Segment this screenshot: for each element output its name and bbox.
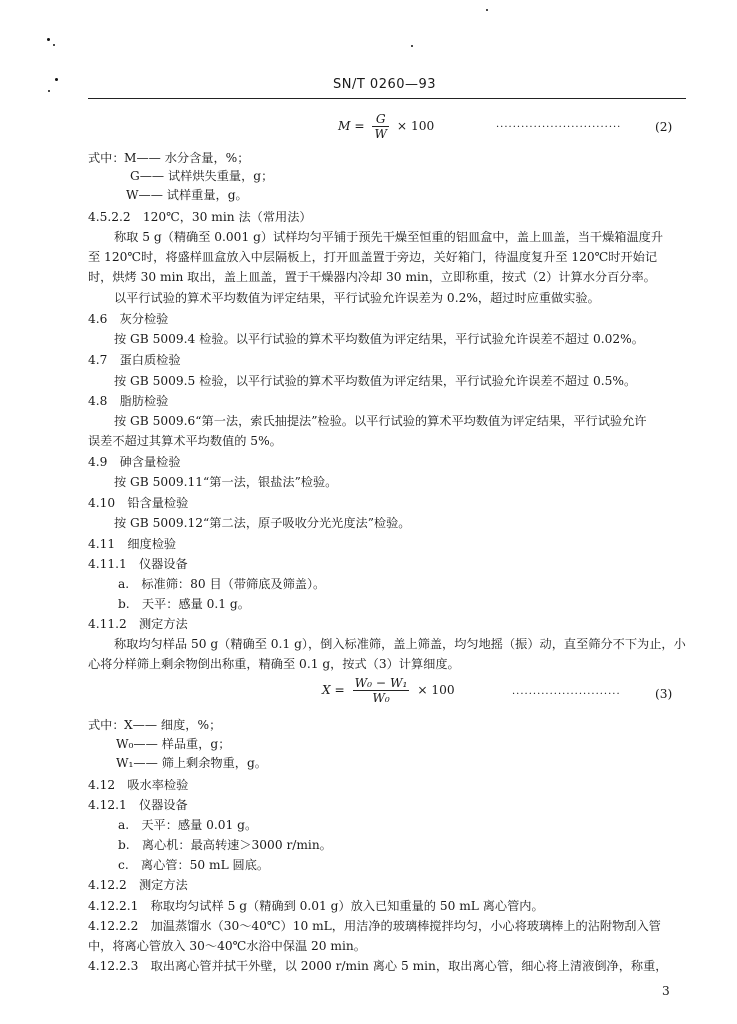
formula-2-leader: ······························ [496, 122, 622, 133]
formula-3-times: × 100 [417, 683, 455, 697]
paragraph-line: 误差不超过其算术平均数值的 5%。 [88, 434, 282, 448]
legend-3-item: W₁—— 筛上剩余物重，g。 [116, 756, 267, 770]
formula-3-numerator: W₀ − W₁ [354, 676, 408, 690]
scan-speck [48, 90, 50, 92]
paragraph-line: 按 GB 5009.6“第一法，索氏抽提法”检验。以平行试验的算术平均数值为评定结果，平行试验允许 [114, 414, 647, 428]
paragraph-line: 4.12.2.3 取出离心管并拭干外壁，以 2000 r/min 离心 5 min，取出离心管，细心将上清液倒净，称重， [88, 959, 668, 973]
formula-2-ref: (2) [655, 120, 673, 134]
legend-2-item: G—— 试样烘失重量，g； [130, 169, 274, 183]
formula-2-numerator: G [372, 112, 389, 127]
paragraph-line: 时，烘烤 30 min 取出，盖上皿盖，置于干燥器内冷却 30 min，立即称重，按式（2）计算水分百分率。 [88, 270, 656, 284]
paragraph-line: 4.12.2.2 加温蒸馏水（30～40℃）10 mL，用洁净的玻璃棒搅拌均匀，小心将玻璃棒上的沾附物刮入管 [88, 919, 661, 933]
paragraph-line: 4.12.2.1 称取均匀试样 5 g（精确到 0.01 g）放入已知重量的 50 mL 离心管内。 [88, 899, 544, 913]
paragraph-line: 以平行试验的算术平均数值为评定结果，平行试验允许误差为 0.2%，超过时应重做实验。 [114, 291, 600, 305]
subsection-heading: 4.12.1 仪器设备 [88, 798, 188, 812]
subsection-heading: 4.11.2 测定方法 [88, 617, 188, 631]
legend-3-intro: 式中： [88, 718, 125, 732]
list-item: b. 天平：感量 0.1 g。 [118, 597, 250, 611]
list-item: c. 离心管：50 mL 圆底。 [118, 858, 270, 872]
section-heading: 4.10 铅含量检验 [88, 496, 189, 510]
legend-2-item: M—— 水分含量，%； [124, 151, 250, 165]
legend-2-intro: 式中： [88, 151, 125, 165]
paragraph-line: 心将分样筛上剩余物倒出称重，精确至 0.1 g，按式（3）计算细度。 [88, 657, 460, 671]
subsection-heading: 4.12.2 测定方法 [88, 878, 188, 892]
header-rule [88, 98, 686, 99]
paragraph-line: 称取均匀样品 50 g（精确至 0.1 g），倒入标准筛，盖上筛盖，均匀地摇（振）动，直至筛分不下为止，小 [114, 637, 686, 651]
section-heading: 4.9 砷含量检验 [88, 455, 181, 469]
formula-3-ref: (3) [655, 687, 673, 701]
scan-speck [53, 44, 55, 46]
formula-2-lhs: M = [338, 119, 365, 133]
section-heading: 4.7 蛋白质检验 [88, 353, 181, 367]
list-item: a. 天平：感量 0.01 g。 [118, 818, 258, 832]
section-heading: 4.6 灰分检验 [88, 312, 169, 326]
standard-number: SN/T 0260—93 [333, 77, 437, 92]
formula-3 [322, 676, 455, 705]
page-number: 3 [662, 984, 670, 998]
section-heading: 4.8 脂肪检验 [88, 394, 169, 408]
legend-3-item: X—— 细度，%； [124, 718, 222, 732]
formula-3-lhs: X = [322, 683, 345, 697]
formula-2-times: × 100 [396, 119, 435, 133]
list-item: b. 离心机：最高转速＞3000 r/min。 [118, 838, 332, 852]
paragraph-line: 按 GB 5009.12“第二法，原子吸收分光光度法”检验。 [114, 516, 411, 530]
section-heading: 4.5.2.2 120℃，30 min 法（常用法） [88, 210, 312, 224]
formula-3-leader: ·························· [512, 689, 621, 700]
formula-2-denominator: W [374, 127, 387, 141]
paragraph-line: 称取 5 g（精确至 0.001 g）试样均匀平铺于预先干燥至恒重的铝皿盒中，盖上皿盖，当干燥箱温度升 [114, 230, 664, 244]
section-heading: 4.11 细度检验 [88, 537, 177, 551]
list-item: a. 标准筛：80 目（带筛底及筛盖）。 [118, 577, 326, 591]
paragraph-line: 中，将离心管放入 30～40℃水浴中保温 20 min。 [88, 939, 366, 953]
paragraph-line: 至 120℃时，将盛样皿盒放入中层隔板上，打开皿盖置于旁边，关好箱门，待温度复升至 120℃时开始记 [88, 250, 658, 264]
legend-3-item: W₀—— 样品重，g； [116, 737, 231, 751]
scan-speck [411, 45, 413, 47]
paragraph-line: 按 GB 5009.11“第一法，银盐法”检验。 [114, 475, 338, 489]
scan-speck [486, 9, 488, 11]
section-heading: 4.12 吸水率检验 [88, 778, 189, 792]
scan-speck [47, 38, 50, 41]
paragraph-line: 按 GB 5009.5 检验，以平行试验的算术平均数值为评定结果，平行试验允许误差不超过 0.5%。 [114, 374, 637, 388]
formula-2-fraction [372, 112, 389, 141]
formula-3-fraction [353, 676, 410, 705]
formula-3-denominator: W₀ [372, 691, 390, 705]
paragraph-line: 按 GB 5009.4 检验。以平行试验的算术平均数值为评定结果，平行试验允许误差不超过 0.02%。 [114, 332, 644, 346]
legend-2-item: W—— 试样重量，g。 [126, 188, 248, 202]
formula-2 [338, 112, 434, 141]
subsection-heading: 4.11.1 仪器设备 [88, 557, 188, 571]
scan-speck [55, 78, 58, 81]
